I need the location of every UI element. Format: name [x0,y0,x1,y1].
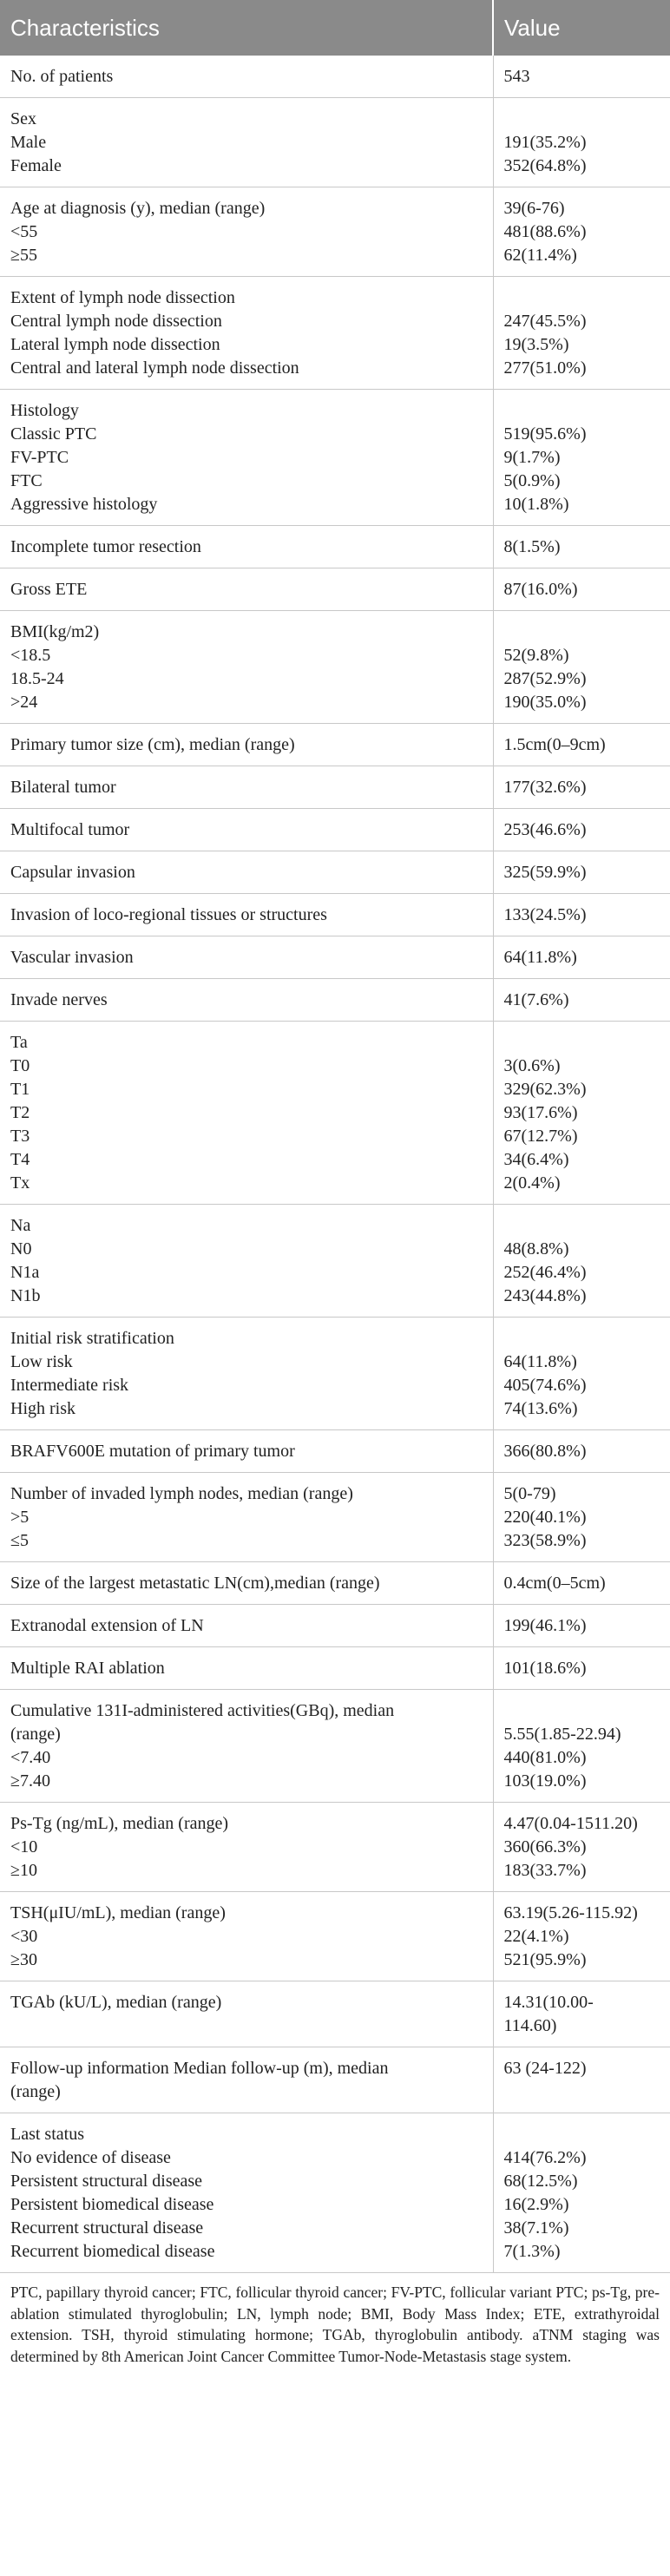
value-text: 252(46.4%) [503,1263,587,1282]
header-characteristics: Characteristics [0,0,493,56]
characteristic-cell [0,390,493,526]
characteristic-label: Recurrent biomedical disease [10,2242,215,2261]
characteristic-label: N0 [10,1239,32,1258]
characteristic-label: Bilateral tumor [10,778,116,797]
characteristic-label: ≥7.40 [10,1771,50,1791]
characteristic-label: <10 [10,1837,38,1856]
value-text: 2(0.4%) [503,1173,561,1193]
value-text [504,1699,660,1723]
table-row [0,390,670,526]
value-text: 5(0-79) [503,1484,556,1503]
characteristic-cell [0,1562,493,1605]
value-cell [493,724,670,766]
characteristic-label: Capsular invasion [10,863,135,882]
value-text: 9(1.7%) [503,448,561,467]
characteristic-label: Size of the largest metastatic LN(cm),median (range) [10,1574,380,1593]
characteristic-label: Age at diagnosis (y), median (range) [10,199,266,218]
value-cell [493,809,670,851]
characteristic-label: Invade nerves [10,990,108,1009]
value-text: 253(46.6%) [503,820,587,839]
table-row [0,1803,670,1892]
characteristic-label: >5 [10,1508,30,1527]
characteristic-label: Low risk [10,1352,73,1371]
value-text: 7(1.3%) [503,2242,561,2261]
table-row [0,56,670,98]
characteristic-cell [0,851,493,894]
value-text: 543 [503,67,530,86]
table-row [0,936,670,979]
characteristic-label: Male [10,133,47,152]
table-body [0,56,670,2273]
value-text: 103(19.0%) [503,1771,587,1791]
value-cell [493,1205,670,1318]
value-text: 34(6.4%) [503,1150,569,1169]
characteristic-label: <30 [10,1927,38,1946]
value-text: 5.55(1.85-22.94) [503,1725,621,1744]
value-text: 366(80.8%) [503,1442,587,1461]
characteristic-label: BRAFV600E mutation of primary tumor [10,1442,295,1461]
value-text: 3(0.6%) [503,1056,561,1075]
table-row [0,1205,670,1318]
value-cell [493,936,670,979]
value-text: 1.5cm(0–9cm) [503,735,606,754]
value-cell [493,1981,670,2047]
characteristic-label: Multifocal tumor [10,820,130,839]
characteristic-label: TGAb (kU/L), median (range) [10,1993,222,2012]
characteristic-cell [0,1605,493,1647]
value-text: 52(9.8%) [503,646,569,665]
value-text: 16(2.9%) [503,2195,569,2214]
characteristic-label: Intermediate risk [10,1376,129,1395]
characteristic-label: ≥30 [10,1950,37,1969]
value-text [504,286,660,310]
value-text: 323(58.9%) [503,1531,587,1550]
table-row [0,568,670,611]
table-row [0,98,670,187]
value-text: 177(32.6%) [503,778,587,797]
table-row [0,1430,670,1473]
value-text: 191(35.2%) [503,133,587,152]
characteristic-label: Sex [10,109,36,128]
characteristic-cell [0,56,493,98]
value-cell [493,187,670,277]
value-text: 64(11.8%) [503,948,577,967]
characteristic-label: Classic PTC [10,424,97,444]
value-cell [493,1318,670,1430]
characteristic-label: >24 [10,693,38,712]
characteristic-label: Primary tumor size (cm), median (range) [10,735,295,754]
value-cell [493,1605,670,1647]
characteristic-label: Female [10,156,62,175]
characteristic-cell [0,526,493,568]
characteristic-cell [0,894,493,936]
characteristic-label: T1 [10,1080,30,1099]
characteristic-label: <55 [10,222,38,241]
characteristic-cell [0,1473,493,1562]
table-row [0,2113,670,2273]
table-footnote: PTC, papillary thyroid cancer; FTC, follicular thyroid cancer; FV-PTC, follicular variant PTC; ps-Tg, pre-ablation stimulated thyroglobulin; LN, lymph node; BMI, Body Mass Index; ETE, extrathyroidal extension. TSH, thyroid stimulating hormone; TGAb, thyroglobulin antibody. aTNM staging was determined by 8th American Joint Cancer Committee Tumor-Node-Metastasis stage system. [10,2284,660,2365]
value-text: 64(11.8%) [503,1352,577,1371]
characteristic-label: ≤5 [10,1531,29,1550]
table-row [0,894,670,936]
characteristic-label: Gross ETE [10,580,88,599]
value-text [504,399,660,423]
value-text: 63 (24-122) [503,2059,587,2078]
characteristic-label: T0 [10,1056,30,1075]
characteristic-label: TSH(μIU/mL), median (range) [10,1903,226,1922]
characteristic-label: <18.5 [10,646,51,665]
characteristic-cell [0,724,493,766]
table-row [0,1022,670,1205]
value-text: 8(1.5%) [503,537,561,556]
value-text: 74(13.6%) [503,1399,578,1418]
characteristic-label: No evidence of disease [10,2148,171,2167]
value-text: 68(12.5%) [503,2172,578,2191]
characteristic-label: (range) [10,2082,61,2101]
value-text: 325(59.9%) [503,863,587,882]
value-text: 414(76.2%) [503,2148,587,2167]
value-cell [493,1647,670,1690]
table-row [0,277,670,390]
value-text: 14.31(10.00- [503,1993,594,2012]
characteristic-label: Central and lateral lymph node dissection [10,358,299,378]
value-text: 41(7.6%) [503,990,569,1009]
value-cell [493,851,670,894]
value-text [504,2123,660,2146]
value-cell [493,98,670,187]
characteristic-label: T2 [10,1103,30,1122]
characteristic-label: ≥55 [10,246,37,265]
characteristic-cell [0,611,493,724]
value-text: 0.4cm(0–5cm) [503,1574,606,1593]
value-text [504,1327,660,1350]
characteristic-label: N1a [10,1263,40,1282]
characteristic-label: Cumulative 131I-administered activities(GBq), median [10,1701,395,1720]
table-row [0,979,670,1022]
value-cell [493,894,670,936]
value-text: 247(45.5%) [503,312,587,331]
value-text: 360(66.3%) [503,1837,587,1856]
characteristic-cell [0,1647,493,1690]
value-text: 22(4.1%) [503,1927,569,1946]
characteristic-label: Vascular invasion [10,948,134,967]
value-text: 481(88.6%) [503,222,587,241]
value-text: 133(24.5%) [503,905,587,924]
table-row [0,1605,670,1647]
characteristic-cell [0,1803,493,1892]
table-row [0,1647,670,1690]
table-row [0,1473,670,1562]
value-text [504,621,660,644]
characteristic-label: Histology [10,401,79,420]
table-row [0,851,670,894]
value-text: 352(64.8%) [503,156,587,175]
value-cell [493,1892,670,1981]
characteristic-cell [0,1690,493,1803]
value-text: 67(12.7%) [503,1127,578,1146]
characteristic-label: Recurrent structural disease [10,2218,204,2238]
value-cell [493,979,670,1022]
characteristic-label: Extranodal extension of LN [10,1616,204,1635]
value-text: 277(51.0%) [503,358,587,378]
value-text [504,1031,660,1055]
value-cell [493,1473,670,1562]
value-text: 48(8.8%) [503,1239,569,1258]
table-row [0,1562,670,1605]
characteristic-label: Last status [10,2125,84,2144]
table-row [0,724,670,766]
value-text: 114.60) [503,2016,557,2035]
value-text: 5(0.9%) [503,471,561,490]
value-text: 62(11.4%) [503,246,577,265]
value-cell [493,766,670,809]
characteristic-cell [0,809,493,851]
characteristic-label: BMI(kg/m2) [10,622,100,641]
table-row [0,2047,670,2113]
value-text: 220(40.1%) [503,1508,587,1527]
value-cell [493,390,670,526]
characteristic-cell [0,1981,493,2047]
value-text: 183(33.7%) [503,1861,587,1880]
table-row [0,809,670,851]
value-text: 19(3.5%) [503,335,569,354]
characteristic-label: Initial risk stratification [10,1329,174,1348]
value-text: 38(7.1%) [503,2218,569,2238]
characteristic-label: T4 [10,1150,30,1169]
value-text: 199(46.1%) [503,1616,587,1635]
value-cell [493,2047,670,2113]
characteristic-label: Incomplete tumor resection [10,537,201,556]
characteristic-label: Ta [10,1033,28,1052]
value-text: 405(74.6%) [503,1376,587,1395]
characteristic-cell [0,2047,493,2113]
characteristic-cell [0,187,493,277]
value-cell [493,1562,670,1605]
characteristic-label: Central lymph node dissection [10,312,222,331]
characteristic-label: 18.5-24 [10,669,64,688]
value-cell [493,277,670,390]
characteristic-label: High risk [10,1399,76,1418]
characteristic-label: FV-PTC [10,448,69,467]
value-text: 4.47(0.04-1511.20) [503,1814,638,1833]
characteristic-cell [0,936,493,979]
value-text: 287(52.9%) [503,669,587,688]
characteristic-label: T3 [10,1127,30,1146]
characteristic-cell [0,2113,493,2273]
value-text [504,1214,660,1238]
value-text [504,108,660,131]
value-cell [493,1430,670,1473]
characteristic-cell [0,98,493,187]
value-text: 440(81.0%) [503,1748,587,1767]
table-row [0,1981,670,2047]
table-row [0,1318,670,1430]
table-row [0,611,670,724]
characteristic-cell [0,766,493,809]
characteristic-label: Ps-Tg (ng/mL), median (range) [10,1814,229,1833]
characteristic-cell [0,1022,493,1205]
table-row [0,766,670,809]
value-cell [493,1803,670,1892]
characteristic-cell [0,979,493,1022]
characteristic-label: Persistent structural disease [10,2172,203,2191]
header-value: Value [493,0,670,56]
value-text: 87(16.0%) [503,580,578,599]
characteristic-label: N1b [10,1286,41,1305]
table-row [0,1690,670,1803]
characteristic-label: Persistent biomedical disease [10,2195,214,2214]
characteristic-label: Multiple RAI ablation [10,1659,165,1678]
characteristic-label: Invasion of loco-regional tissues or structures [10,905,327,924]
value-text: 329(62.3%) [503,1080,587,1099]
characteristic-label: (range) [10,1725,61,1744]
value-text: 519(95.6%) [503,424,587,444]
table-row [0,526,670,568]
characteristic-cell [0,568,493,611]
table-header-row [0,0,670,56]
characteristic-label: <7.40 [10,1748,51,1767]
characteristic-label: Tx [10,1173,30,1193]
characteristic-label: Follow-up information Median follow-up (m), median [10,2059,389,2078]
characteristic-cell [0,1318,493,1430]
characteristic-label: Na [10,1216,31,1235]
value-cell [493,568,670,611]
value-text: 39(6-76) [503,199,565,218]
characteristic-label: Number of invaded lymph nodes, median (range) [10,1484,353,1503]
table-row [0,187,670,277]
table-row [0,1892,670,1981]
characteristic-label: Aggressive histology [10,495,158,514]
characteristic-cell [0,1892,493,1981]
value-cell [493,2113,670,2273]
value-cell [493,611,670,724]
characteristic-label: Lateral lymph node dissection [10,335,220,354]
value-text: 10(1.8%) [503,495,569,514]
characteristic-cell [0,1205,493,1318]
characteristic-cell [0,277,493,390]
value-cell [493,56,670,98]
value-cell [493,526,670,568]
characteristic-label: Extent of lymph node dissection [10,288,235,307]
value-text: 243(44.8%) [503,1286,587,1305]
value-text: 101(18.6%) [503,1659,587,1678]
characteristic-cell [0,1430,493,1473]
value-text: 190(35.0%) [503,693,587,712]
characteristic-label: No. of patients [10,67,114,86]
characteristic-label: ≥10 [10,1861,37,1880]
value-cell [493,1690,670,1803]
value-text: 521(95.9%) [503,1950,587,1969]
value-text: 63.19(5.26-115.92) [503,1903,638,1922]
value-text: 93(17.6%) [503,1103,578,1122]
characteristic-label: FTC [10,471,43,490]
value-cell [493,1022,670,1205]
